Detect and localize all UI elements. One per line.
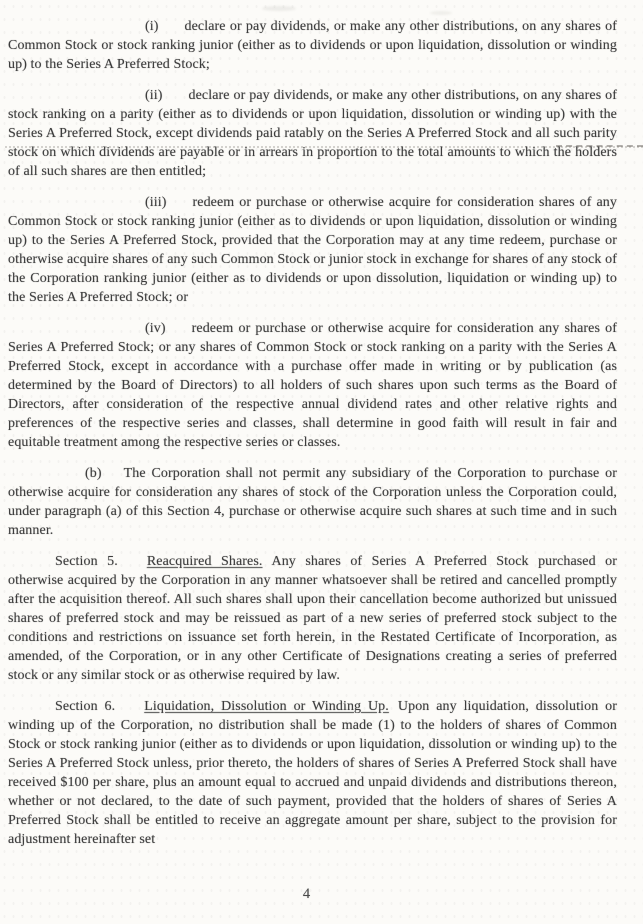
paragraph-i-text: declare or pay dividends, or make any other distributions, on any shares of Common Stock or stock ranking junior (either as to dividends or upon liquidation, dissolution or winding up) to the Series A Preferred Stock;	[8, 19, 617, 72]
section-5-paragraph	[8, 552, 617, 685]
section-6-paragraph	[8, 697, 617, 849]
paragraph-iv	[8, 319, 617, 452]
section-6-label: Section 6.	[55, 699, 116, 714]
paragraph-iii-text: redeem or purchase or otherwise acquire for consideration shares of any Common Stock or stock ranking junior (either as to dividends or upon liquidation, dissolution or winding up) to the Series A Preferred Stock, provided that the Corporation may at any time redeem, purchase or otherwise acquire shares of any such Common Stock or junior stock in exchange for shares of any stock of the Corporation ranking junior (either as to dividends or upon dissolution, liquidation or winding up) to the Series A Preferred Stock; or	[8, 195, 617, 305]
paragraph-iii	[8, 193, 617, 307]
paragraph-b-label: (b)	[85, 466, 102, 481]
document-text-block	[8, 17, 617, 861]
paragraph-ii-label: (ii)	[145, 88, 163, 103]
paragraph-b-text: The Corporation shall not permit any subsidiary of the Corporation to purchase or otherwise acquire for consideration any shares of stock of the Corporation unless the Corporation could, under paragraph (a) of this Section 4, purchase or otherwise acquire such shares at such time and in such manner.	[8, 466, 617, 538]
section-5-label: Section 5.	[55, 554, 118, 569]
paragraph-b	[8, 464, 617, 540]
paragraph-iv-text: redeem or purchase or otherwise acquire for consideration any shares of Series A Preferred Stock; or any shares of Common Stock or stock ranking on a parity with the Series A Preferred Stock, except in accordance with a purchase offer made in writing or by publication (as determined by the Board of Directors) to all holders of such shares upon such terms as the Board of Directors, after consideration of the respective annual dividend rates and other relative rights and preferences of the respective series and classes, shall determine in good faith will result in fair and equitable treatment among the respective series or classes.	[8, 321, 617, 450]
paragraph-iv-label: (iv)	[145, 321, 166, 336]
section-6-title: Liquidation, Dissolution or Winding Up.	[144, 699, 389, 714]
paragraph-i	[8, 17, 617, 74]
section-6-text: Upon any liquidation, dissolution or winding up of the Corporation, no distribution shall be made (1) to the holders of shares of Common Stock or stock ranking junior (either as to dividends or upon liquidation, dissolution or winding up) to the Series A Preferred Stock unless, prior thereto, the holders of shares of Series A Preferred Stock shall have received $100 per share, plus an amount equal to accrued and unpaid dividends and distributions thereon, whether or not declared, to the date of such payment, provided that the holders of shares of Series A Preferred Stock shall be entitled to receive an aggregate amount per share, subject to the provision for adjustment hereinafter set	[8, 699, 617, 847]
paragraph-i-label: (i)	[145, 19, 159, 34]
scan-smudge	[430, 11, 452, 15]
paragraph-ii	[8, 86, 617, 181]
section-5-text: Any shares of Series A Preferred Stock purchased or otherwise acquired by the Corporation in any manner whatsoever shall be retired and cancelled promptly after the acquisition thereof. All such shares shall upon their cancellation become authorized but unissued shares of preferred stock and may be reissued as part of a new series of preferred stock subject to the conditions and restrictions on issuance set forth herein, in the Restated Certificate of Incorporation, as amended, of the Corporation, or in any other Certificate of Designations creating a series of preferred stock or any similar stock or as otherwise required by law.	[8, 554, 617, 683]
section-5-title: Reacquired Shares.	[146, 554, 263, 569]
scan-smudge	[262, 6, 296, 11]
paragraph-ii-text: declare or pay dividends, or make any other distributions, on any shares of stock ranking on a parity (either as to dividends or upon liquidation, dissolution or winding up) with the Series A Preferred Stock, except dividends paid ratably on the Series A Preferred Stock and all such parity stock on which dividends are payable or in arrears in proportion to the total amounts to which the holders of all such shares are then entitled;	[8, 88, 617, 179]
page-number: 4	[302, 886, 311, 902]
paragraph-iii-label: (iii)	[145, 195, 167, 210]
